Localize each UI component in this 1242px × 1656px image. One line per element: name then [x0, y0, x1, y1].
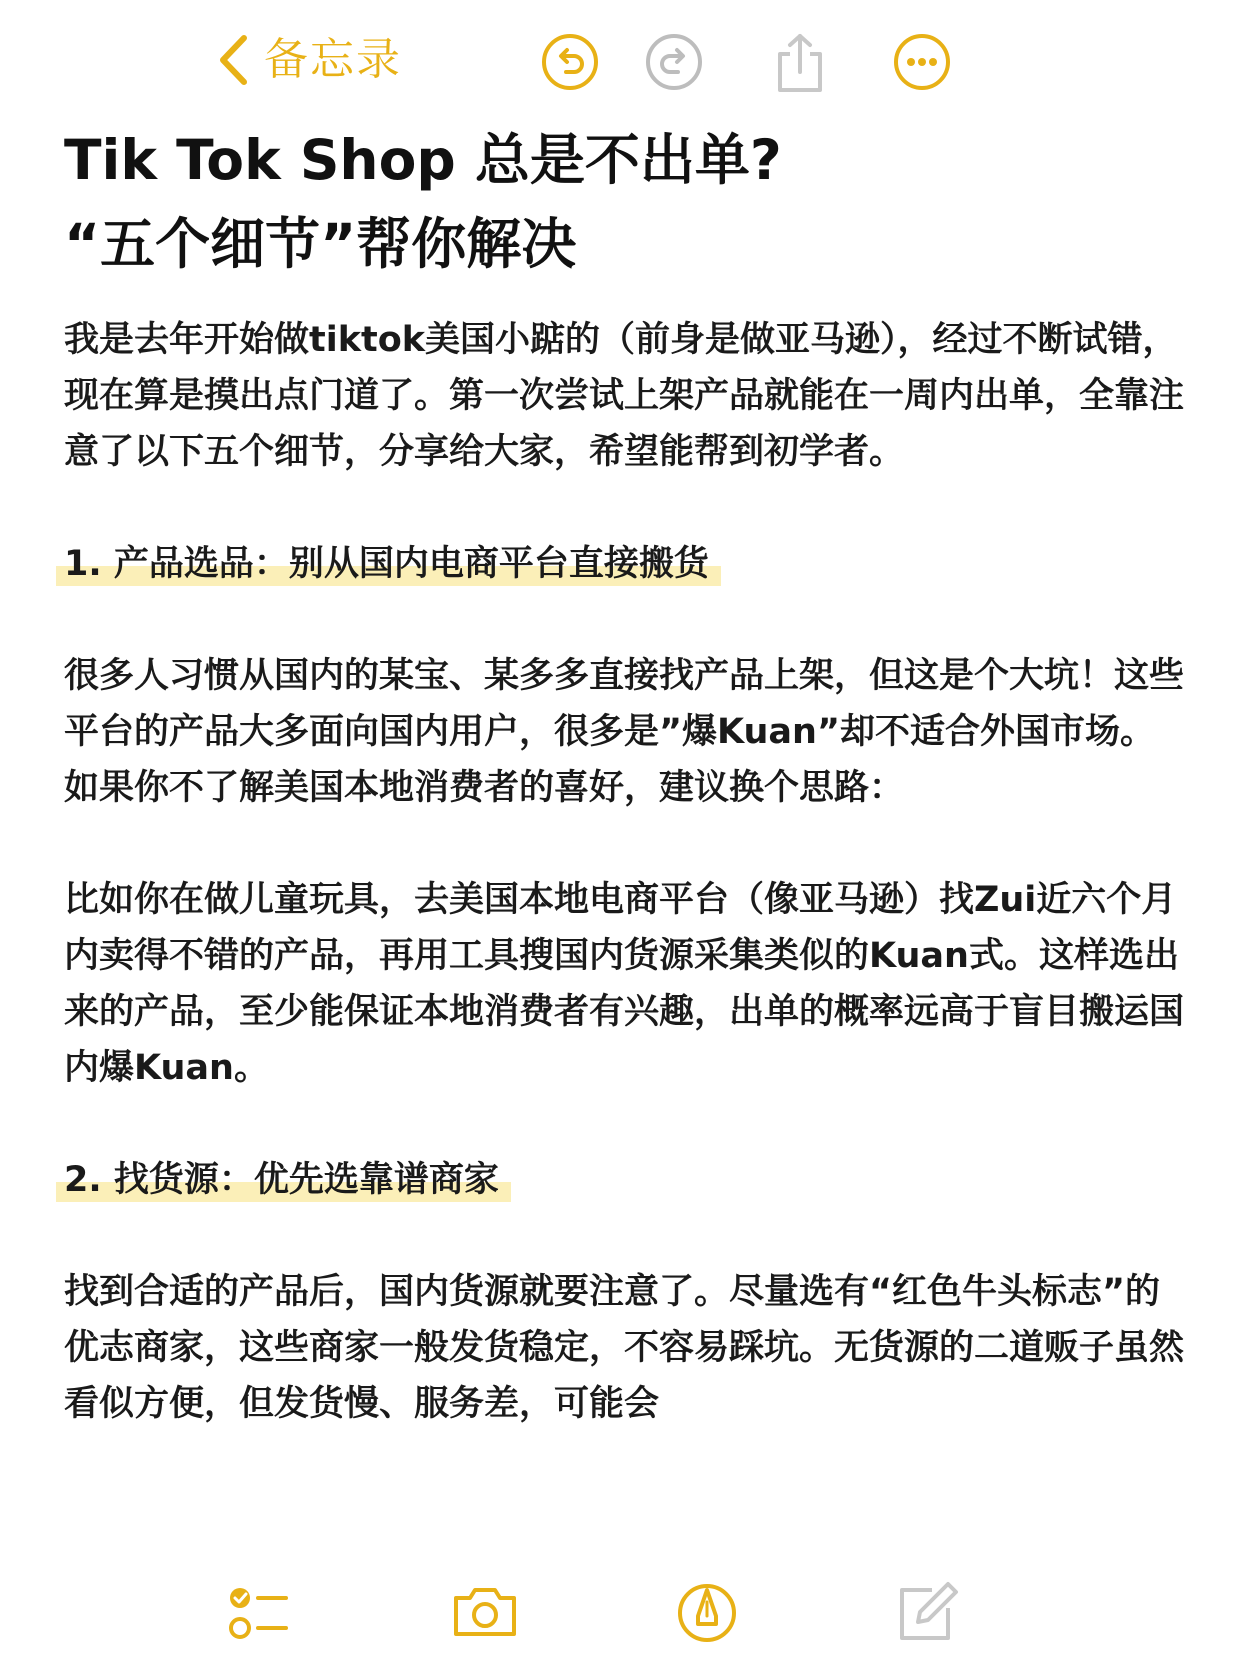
blank-line	[64, 816, 1184, 872]
section-1-paragraph-1: 很多人习惯从国内的某宝、某多多直接找产品上架，但这是个大坑！这些平台的产品大多面向国内用户，很多是”爆Kuan”却不适合外国市场。如果你不了解美国本地消费者的喜好，建议换个思路：	[64, 656, 1185, 808]
note-title-line-2: “五个细节”帮你解决	[64, 212, 577, 276]
camera-icon	[450, 1576, 520, 1646]
compose-icon	[892, 1576, 962, 1646]
undo-button[interactable]	[540, 32, 600, 92]
back-button[interactable]	[218, 32, 402, 88]
redo-button[interactable]	[644, 32, 704, 92]
top-nav-bar	[0, 0, 1242, 120]
share-icon	[770, 32, 830, 94]
markup-button[interactable]	[672, 1576, 742, 1646]
blank-line	[64, 592, 1184, 648]
back-button-label: 备忘录	[264, 34, 402, 85]
section-2-paragraph-1: 找到合适的产品后，国内货源就要注意了。尽量选有“红色牛头标志”的优志商家，这些商家一般发货稳定，不容易踩坑。无货源的二道贩子虽然看似方便，但发货慢、服务差，可能会	[64, 1272, 1185, 1424]
checklist-icon	[222, 1576, 292, 1646]
blank-line	[64, 1208, 1184, 1264]
checklist-button[interactable]	[222, 1576, 292, 1646]
section-1-paragraph-2: 比如你在做儿童玩具，去美国本地电商平台（像亚马逊）找Zui近六个月内卖得不错的产品，再用工具搜国内货源采集类似的Kuan式。这样选出来的产品，至少能保证本地消费者有兴趣，出单的概率远高于盲目搬运国内爆Kuan。	[64, 880, 1185, 1088]
section-1-heading: 1. 产品选品：别从国内电商平台直接搬货	[56, 536, 721, 592]
share-button[interactable]	[770, 32, 830, 92]
intro-paragraph: 我是去年开始做tiktok美国小踮的（前身是做亚马逊），经过不断试错，现在算是摸出点门道了。第一次尝试上架产品就能在一周内出单，全靠注意了以下五个细节，分享给大家，希望能帮到初学者。	[64, 320, 1185, 472]
chevron-left-icon	[218, 34, 248, 86]
blank-line	[64, 1096, 1184, 1152]
note-title	[64, 118, 1184, 286]
section-1-heading-row	[64, 536, 1184, 592]
markup-pen-icon	[672, 1576, 742, 1646]
note-body[interactable]	[64, 118, 1184, 1432]
section-2-heading: 2. 找货源：优先选靠谱商家	[56, 1152, 511, 1208]
camera-button[interactable]	[450, 1576, 520, 1646]
undo-icon	[540, 32, 600, 92]
note-title-line-1: Tik Tok Shop 总是不出单?	[64, 128, 782, 192]
section-2-heading-row	[64, 1152, 1184, 1208]
more-button[interactable]	[892, 32, 952, 92]
redo-icon	[644, 32, 704, 92]
compose-button[interactable]	[892, 1576, 962, 1646]
bottom-toolbar	[0, 1574, 1242, 1656]
blank-line	[64, 480, 1184, 536]
more-icon	[892, 32, 952, 92]
